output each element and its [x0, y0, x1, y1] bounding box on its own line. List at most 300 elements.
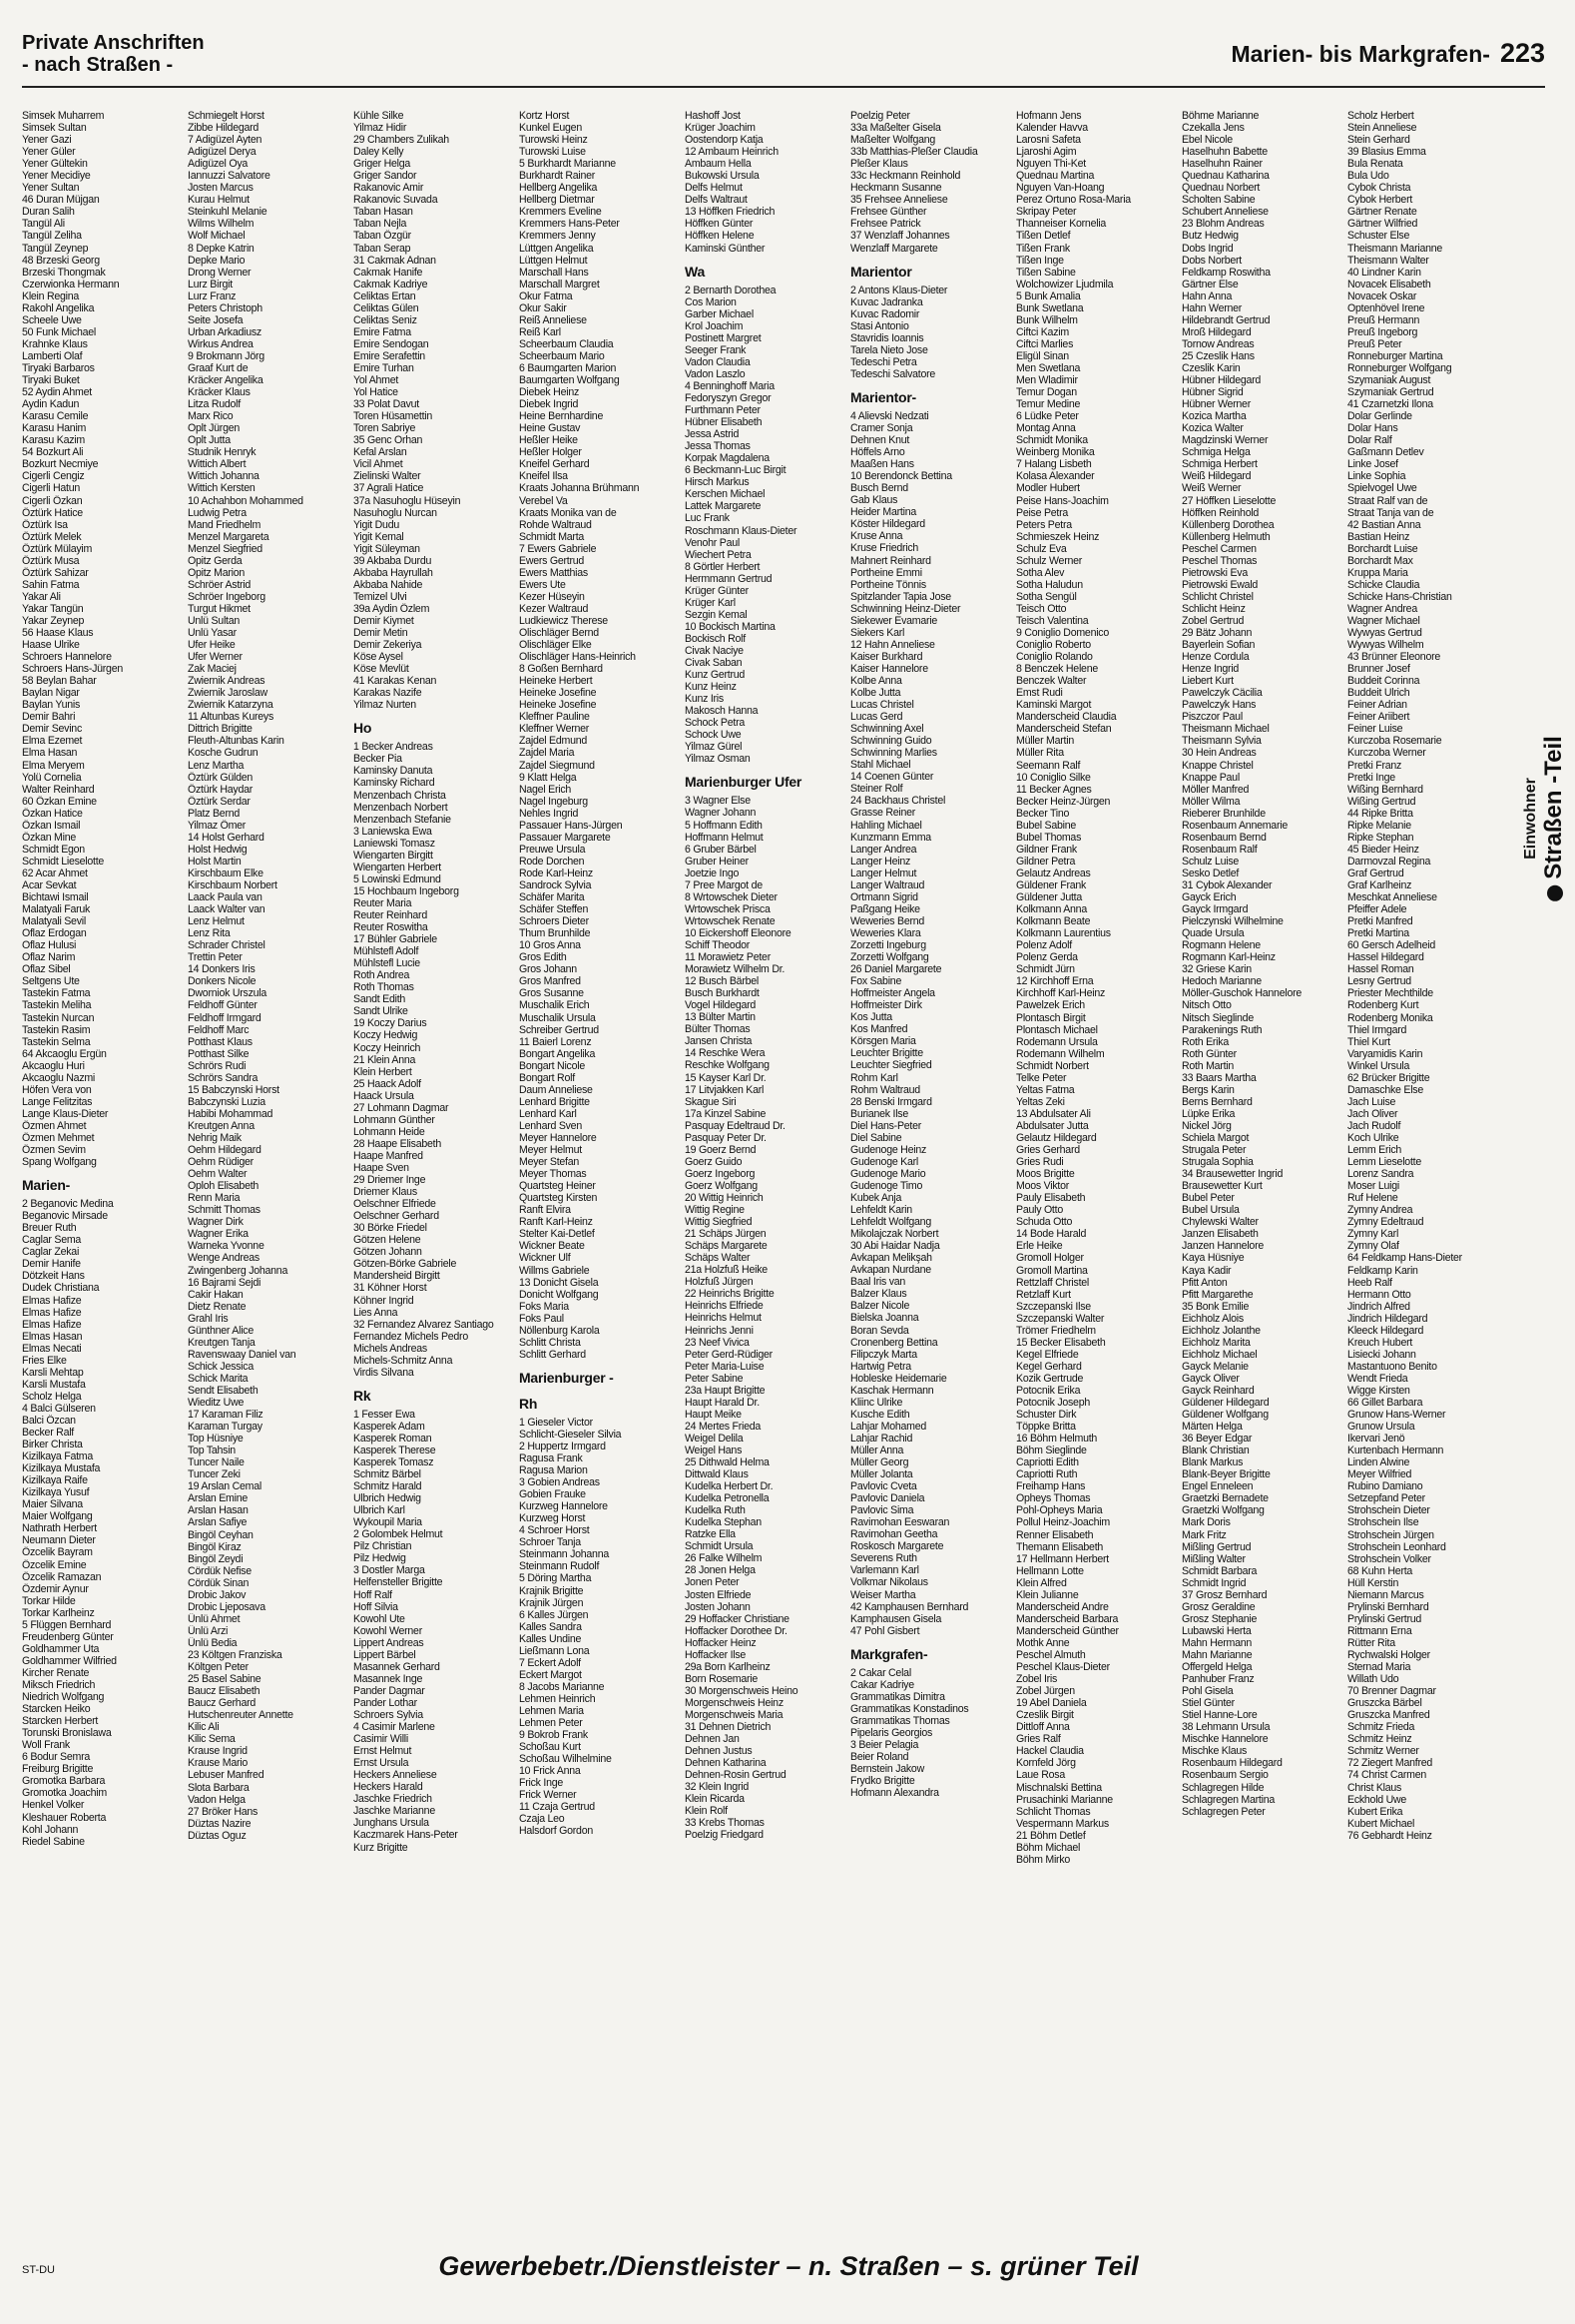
- resident-entry: Peschel Thomas: [1182, 554, 1258, 567]
- directory-columns: [22, 110, 1509, 2206]
- resident-entry: Feldhoff Marc: [188, 1023, 250, 1036]
- resident-entry: 17 Hellmann Herbert: [1016, 1552, 1109, 1565]
- resident-entry: Peters Christoph: [188, 301, 262, 314]
- resident-entry: Rohm Karl: [850, 1071, 898, 1084]
- resident-entry: Cybok Christa: [1347, 182, 1411, 195]
- resident-entry: Pretki Inge: [1347, 771, 1395, 784]
- resident-entry: Lucas Christel: [850, 699, 914, 712]
- resident-entry: Hoffacker Dorothee Dr.: [685, 1624, 788, 1637]
- resident-entry: Becker Heinz-Jürgen: [1016, 795, 1111, 808]
- resident-entry: Toren Sabriye: [353, 422, 416, 435]
- resident-entry: Wieditz Uwe: [188, 1397, 245, 1410]
- resident-entry: Kozica Walter: [1182, 422, 1244, 435]
- resident-entry: Gildner Frank: [1016, 843, 1077, 856]
- directory-column: [685, 110, 846, 2206]
- resident-entry: Krause Mario: [188, 1757, 248, 1770]
- resident-entry: Gayck Erich: [1182, 891, 1237, 904]
- resident-entry: Kasperek Adam: [353, 1420, 425, 1433]
- resident-entry: Heine Bernhardine: [519, 410, 604, 423]
- resident-entry: Thanneiser Kornelia: [1016, 218, 1107, 231]
- resident-entry: Czekalla Jens: [1182, 122, 1245, 135]
- resident-entry: Pohl Gisela: [1182, 1685, 1234, 1698]
- section-title-line2: - nach Straßen -: [22, 54, 174, 76]
- resident-entry: Schlagregen Hilde: [1182, 1781, 1265, 1794]
- resident-entry: Opitz Gerda: [188, 554, 243, 567]
- resident-entry: 11 Baierl Lorenz: [519, 1035, 592, 1048]
- resident-entry: Buddeit Corinna: [1347, 675, 1420, 688]
- resident-entry: Demir Bahri: [22, 711, 76, 724]
- resident-entry: Karakas Nazife: [353, 687, 422, 700]
- resident-entry: Nehles Ingrid: [519, 807, 579, 820]
- resident-entry: 21a Holzfuß Heike: [685, 1264, 768, 1277]
- resident-entry: Frick Werner: [519, 1789, 577, 1802]
- resident-entry: Kremmers Hans-Peter: [519, 218, 620, 231]
- resident-entry: Siekers Karl: [850, 626, 905, 639]
- resident-entry: Gries Rudi: [1016, 1156, 1064, 1169]
- resident-entry: Szczepanski Walter: [1016, 1312, 1105, 1325]
- resident-entry: 36 Beyer Edgar: [1182, 1433, 1253, 1446]
- resident-entry: Tedeschi Petra: [850, 355, 917, 368]
- resident-entry: Magdzinski Werner: [1182, 434, 1269, 447]
- resident-entry: Schmitz Bärbel: [353, 1468, 421, 1481]
- resident-entry: Möller Wilma: [1182, 795, 1241, 808]
- resident-entry: 62 Brücker Brigitte: [1347, 1071, 1430, 1084]
- resident-entry: 34 Brausewetter Ingrid: [1182, 1168, 1284, 1181]
- resident-entry: 2 Huppertz Irmgard: [519, 1440, 606, 1452]
- resident-entry: Kneifel Ilsa: [519, 470, 568, 483]
- resident-entry: 10 Gros Anna: [519, 939, 581, 952]
- resident-entry: 2 Cakar Celal: [850, 1666, 911, 1679]
- resident-entry: Elma Ezemet: [22, 735, 83, 748]
- resident-entry: Becker Ralf: [22, 1427, 75, 1440]
- resident-entry: Gries Ralf: [1016, 1733, 1061, 1746]
- resident-entry: Boran Sevda: [850, 1324, 909, 1337]
- resident-entry: Czeslik Karin: [1182, 361, 1241, 374]
- resident-entry: 21 Klein Anna: [353, 1053, 416, 1066]
- resident-entry: Skripay Peter: [1016, 206, 1077, 219]
- resident-entry: Venohr Paul: [685, 536, 740, 549]
- resident-entry: Ludwig Petra: [188, 506, 247, 519]
- resident-entry: Quartsteg Heiner: [519, 1180, 596, 1193]
- resident-entry: 58 Beylan Bahar: [22, 675, 97, 688]
- resident-entry: Schroers Sylvia: [353, 1709, 423, 1721]
- resident-entry: 52 Aydin Ahmet: [22, 386, 92, 399]
- resident-entry: Grammatikas Thomas: [850, 1714, 950, 1727]
- resident-entry: Buddeit Ulrich: [1347, 687, 1410, 700]
- resident-entry: Roth Günter: [1182, 1047, 1237, 1060]
- resident-entry: Gab Klaus: [850, 494, 898, 507]
- resident-entry: 1 Fesser Ewa: [353, 1408, 415, 1421]
- resident-entry: Rosenbaum Bernd: [1182, 831, 1267, 844]
- resident-entry: 6 Kalles Jürgen: [519, 1608, 589, 1621]
- resident-entry: Peschel Carmen: [1182, 542, 1257, 555]
- resident-entry: Delfs Waltraut: [685, 194, 748, 207]
- resident-entry: 8 Wrtowschek Dieter: [685, 890, 778, 903]
- resident-entry: Lubawski Herta: [1182, 1624, 1252, 1637]
- section-side-tab: [1519, 669, 1571, 968]
- resident-entry: Rohm Waltraud: [850, 1083, 920, 1096]
- resident-entry: Tuncer Naile: [188, 1456, 245, 1469]
- resident-entry: Lorenz Sandra: [1347, 1168, 1414, 1181]
- resident-entry: Fleuth-Altunbas Karin: [188, 735, 284, 748]
- resident-entry: Schröer Ingeborg: [188, 590, 265, 603]
- resident-entry: Gruszcka Bärbel: [1347, 1697, 1422, 1710]
- resident-entry: Wiengarten Birgitt: [353, 849, 433, 862]
- resident-entry: 32 Fernandez Alvarez Santiago: [353, 1318, 494, 1331]
- resident-entry: Laniewski Tomasz: [353, 837, 435, 850]
- resident-entry: Roth Erika: [1182, 1035, 1229, 1048]
- resident-entry: Reuter Roswitha: [353, 921, 428, 934]
- resident-entry: 12 Hahn Anneliese: [850, 638, 935, 651]
- resident-entry: Oostendorp Katja: [685, 134, 764, 147]
- resident-entry: Poelzig Peter: [850, 110, 910, 122]
- resident-entry: 25 Haack Adolf: [353, 1077, 421, 1090]
- resident-entry: Lemm Lieselotte: [1347, 1156, 1421, 1169]
- resident-entry: Kräcker Klaus: [188, 386, 251, 399]
- resident-entry: Starcken Heiko: [22, 1703, 91, 1716]
- resident-entry: Spielvogel Uwe: [1347, 482, 1417, 495]
- resident-entry: Kraats Monika van de: [519, 506, 617, 519]
- resident-entry: Gelautz Hildegard: [1016, 1131, 1097, 1144]
- resident-entry: Goerz Wolfgang: [685, 1179, 758, 1192]
- resident-entry: 5 Döring Martha: [519, 1572, 592, 1585]
- resident-entry: Özcelik Bayram: [22, 1546, 93, 1559]
- resident-entry: Diel Hans-Peter: [850, 1119, 922, 1132]
- resident-entry: Straat Ralf van de: [1347, 494, 1428, 507]
- resident-entry: Gayck Reinhard: [1182, 1384, 1255, 1397]
- resident-entry: Kamphausen Gisela: [850, 1612, 942, 1625]
- resident-entry: Ünlü Arzi: [188, 1624, 229, 1637]
- resident-entry: Wolf Michael: [188, 230, 246, 243]
- resident-entry: Panhuber Franz: [1182, 1673, 1255, 1686]
- resident-entry: 30 Abi Haidar Nadja: [850, 1240, 940, 1253]
- resident-entry: Blank-Beyer Brigitte: [1182, 1468, 1271, 1481]
- resident-entry: Zobel Gertrud: [1182, 614, 1245, 627]
- resident-entry: Lesny Gertrud: [1347, 975, 1411, 988]
- resident-entry: 6 Bodur Semra: [22, 1751, 90, 1764]
- resident-entry: Schmidt Norbert: [1016, 1059, 1089, 1072]
- resident-entry: Pietrowski Eva: [1182, 566, 1248, 579]
- resident-entry: Studnik Henryk: [188, 446, 257, 459]
- resident-entry: 24 Backhaus Christel: [850, 795, 946, 808]
- resident-entry: Habibi Mohammad: [188, 1107, 273, 1120]
- resident-entry: Lüttgen Helmut: [519, 254, 588, 267]
- resident-entry: Kalender Havva: [1016, 122, 1088, 135]
- resident-entry: Feiner Luise: [1347, 723, 1403, 736]
- resident-entry: 14 Holst Gerhard: [188, 831, 264, 844]
- resident-entry: Berns Bernhard: [1182, 1095, 1253, 1108]
- resident-entry: Gudenoge Timo: [850, 1179, 923, 1192]
- resident-entry: Ewers Matthias: [519, 566, 588, 579]
- resident-entry: Zwingenberg Johanna: [188, 1264, 288, 1277]
- resident-entry: 33a Maßelter Gisela: [850, 122, 941, 135]
- resident-entry: Ciftci Kazim: [1016, 325, 1069, 338]
- resident-entry: Yigit Süleyman: [353, 542, 420, 555]
- resident-entry: Graaf Kurt de: [188, 361, 249, 374]
- resident-entry: Ravimohan Geetha: [850, 1528, 938, 1541]
- resident-entry: Schäfer Steffen: [519, 903, 589, 916]
- resident-entry: Quednau Martina: [1016, 170, 1095, 183]
- resident-entry: Költgen Peter: [188, 1661, 249, 1674]
- resident-entry: Peter Sabine: [685, 1372, 744, 1385]
- resident-entry: Potthast Klaus: [188, 1035, 253, 1048]
- resident-entry: Gayck Melanie: [1182, 1360, 1249, 1373]
- resident-entry: Schwinning Marlies: [850, 747, 937, 760]
- resident-entry: Muschalik Erich: [519, 999, 590, 1012]
- resident-entry: Klein Julianne: [1016, 1588, 1079, 1601]
- resident-entry: Bubel Sabine: [1016, 819, 1077, 832]
- resident-entry: Frick Inge: [519, 1777, 564, 1790]
- resident-entry: Lenz Rita: [188, 927, 231, 940]
- resident-entry: Pander Lothar: [353, 1696, 417, 1709]
- resident-entry: Czeslik Birgit: [1016, 1709, 1074, 1722]
- resident-entry: 35 Frehsee Anneliese: [850, 194, 948, 207]
- resident-entry: 9 Brokmann Jörg: [188, 349, 264, 362]
- resident-entry: Öztürk Sahizar: [22, 566, 89, 579]
- resident-entry: Henze Ingrid: [1182, 663, 1240, 676]
- section-title-line1: Private Anschriften: [22, 32, 205, 54]
- resident-entry: Niemann Marcus: [1347, 1588, 1424, 1601]
- resident-entry: Haack Ursula: [353, 1089, 414, 1102]
- resident-entry: Schulz Werner: [1016, 554, 1083, 567]
- resident-entry: Baylan Nigar: [22, 687, 80, 700]
- resident-entry: Peter Gerd-Rüdiger: [685, 1348, 773, 1361]
- resident-entry: Karsli Mustafa: [22, 1378, 86, 1391]
- resident-entry: Torunski Bronislawa: [22, 1727, 112, 1740]
- resident-entry: Karsli Mehtap: [22, 1366, 84, 1379]
- resident-entry: Kegel Elfriede: [1016, 1348, 1079, 1361]
- resident-entry: Oflaz Hulusi: [22, 939, 77, 952]
- resident-entry: Hofmann Alexandra: [850, 1787, 939, 1800]
- resident-entry: Kliinc Ulrike: [850, 1396, 903, 1409]
- resident-entry: Neumann Dieter: [22, 1534, 96, 1547]
- resident-entry: Diel Sabine: [850, 1131, 902, 1144]
- resident-entry: Blank Christian: [1182, 1445, 1250, 1457]
- resident-entry: 10 Eickershoff Eleonore: [685, 926, 791, 939]
- resident-entry: 17 Karaman Filiz: [188, 1409, 263, 1422]
- resident-entry: Jach Oliver: [1347, 1107, 1398, 1120]
- resident-entry: 39 Akbaba Durdu: [353, 554, 432, 567]
- resident-entry: Gärtner Wilfried: [1347, 218, 1418, 231]
- resident-entry: Ikervari Jenö: [1347, 1433, 1405, 1446]
- resident-entry: Malatyali Faruk: [22, 903, 91, 916]
- resident-entry: Mark Doris: [1182, 1516, 1231, 1529]
- resident-entry: Yilmaz Nurten: [353, 699, 416, 712]
- resident-entry: 40 Lindner Karin: [1347, 266, 1421, 279]
- resident-entry: 12 Kirchhoff Erna: [1016, 975, 1094, 988]
- resident-entry: Bielska Joanna: [850, 1312, 919, 1325]
- resident-entry: Märten Helga: [1182, 1421, 1243, 1434]
- resident-entry: Böhm Michael: [1016, 1841, 1081, 1854]
- resident-entry: Ratzke Ella: [685, 1528, 736, 1541]
- resident-entry: Capriotti Edith: [1016, 1456, 1079, 1469]
- resident-entry: Dobs Ingrid: [1182, 242, 1234, 255]
- resident-entry: Kezer Waltraud: [519, 602, 589, 615]
- resident-entry: Schwinning Axel: [850, 723, 924, 736]
- resident-entry: Müller Anna: [850, 1444, 904, 1456]
- resident-entry: 17a Kinzel Sabine: [685, 1107, 767, 1120]
- resident-entry: Schmiga Herbert: [1182, 458, 1258, 471]
- resident-entry: Stein Anneliese: [1347, 122, 1417, 135]
- resident-entry: Becker Tino: [1016, 807, 1070, 820]
- resident-entry: Prylinski Gertrud: [1347, 1612, 1422, 1625]
- resident-entry: Frydko Brigitte: [850, 1775, 915, 1788]
- resident-entry: Wirkus Andrea: [188, 337, 254, 350]
- resident-entry: Gudenoge Karl: [850, 1155, 919, 1168]
- resident-entry: Cördük Sinan: [188, 1576, 250, 1589]
- resident-entry: Heider Martina: [850, 506, 916, 519]
- resident-entry: Theismann Michael: [1182, 723, 1270, 736]
- resident-entry: Müller Jolanta: [850, 1468, 913, 1481]
- resident-entry: Morgenschweis Heinz: [685, 1696, 784, 1709]
- resident-entry: Holst Hedwig: [188, 843, 248, 856]
- resident-entry: Tißen Detlef: [1016, 230, 1071, 243]
- resident-entry: Quade Ursula: [1182, 927, 1245, 940]
- resident-entry: Kurzweg Hannelore: [519, 1500, 608, 1513]
- resident-entry: Kirchhoff Karl-Heinz: [1016, 987, 1106, 1000]
- resident-entry: Turowski Luise: [519, 146, 586, 159]
- resident-entry: Strugala Peter: [1182, 1144, 1247, 1157]
- resident-entry: Heckers Anneliese: [353, 1769, 437, 1782]
- resident-entry: Kreutgen Anna: [188, 1119, 255, 1132]
- resident-entry: Hartwig Petra: [850, 1360, 911, 1373]
- resident-entry: Zymny Olaf: [1347, 1240, 1399, 1253]
- resident-entry: Ewers Gertrud: [519, 554, 585, 567]
- resident-entry: 6 Beckmann-Luc Birgit: [685, 464, 787, 477]
- resident-entry: Schmidt Monika: [1016, 434, 1088, 447]
- resident-entry: Vadon Laszlo: [685, 367, 746, 380]
- directory-column: [519, 110, 681, 2206]
- resident-entry: Vespermann Markus: [1016, 1817, 1109, 1830]
- resident-entry: Yigit Kemal: [353, 530, 404, 543]
- resident-entry: Hedoch Marianne: [1182, 975, 1262, 988]
- resident-entry: Kunkel Eugen: [519, 122, 582, 135]
- resident-entry: Kasperek Tomasz: [353, 1456, 434, 1469]
- resident-entry: Ragusa Marion: [519, 1464, 588, 1477]
- resident-entry: Stiel Hanne-Lore: [1182, 1709, 1258, 1722]
- resident-entry: Maier Silvana: [22, 1498, 83, 1511]
- resident-entry: Cigerli Hatun: [22, 482, 80, 495]
- resident-entry: Strohschein Jürgen: [1347, 1528, 1434, 1541]
- resident-entry: Torkar Karlheinz: [22, 1606, 95, 1619]
- resident-entry: Kremmers Jenny: [519, 230, 596, 243]
- resident-entry: Schröer Astrid: [188, 578, 252, 591]
- resident-entry: Yol Hatice: [353, 386, 398, 399]
- resident-entry: Korpak Magdalena: [685, 452, 770, 465]
- resident-entry: Kirschbaum Norbert: [188, 879, 277, 891]
- resident-entry: Rakanovic Amir: [353, 182, 424, 195]
- resident-entry: Bukowski Ursula: [685, 170, 760, 183]
- resident-entry: Celiktas Ertan: [353, 290, 416, 302]
- resident-entry: Malatyali Sevil: [22, 915, 86, 928]
- resident-entry: Schlagregen Martina: [1182, 1793, 1276, 1806]
- resident-entry: Yol Ahmet: [353, 374, 399, 387]
- resident-entry: Sotha Alev: [1016, 566, 1065, 579]
- resident-entry: Scheerbaum Mario: [519, 349, 605, 362]
- resident-entry: Müller Georg: [850, 1456, 909, 1469]
- resident-entry: Özmen Mehmet: [22, 1131, 95, 1144]
- resident-entry: Brausewetter Kurt: [1182, 1180, 1263, 1193]
- resident-entry: Mißling Walter: [1182, 1552, 1246, 1565]
- resident-entry: Filipczyk Marta: [850, 1348, 917, 1361]
- resident-entry: 35 Bonk Emilie: [1182, 1300, 1250, 1313]
- resident-entry: Pollul Heinz-Joachim: [1016, 1516, 1110, 1529]
- resident-entry: Olischläger Elke: [519, 639, 592, 652]
- resident-entry: Yigit Dudu: [353, 518, 399, 531]
- resident-entry: Telke Peter: [1016, 1071, 1067, 1084]
- resident-entry: 5 Bunk Amalia: [1016, 290, 1081, 302]
- resident-entry: Spitzlander Tapia Jose: [850, 590, 951, 603]
- resident-entry: Optenhövel Irene: [1347, 301, 1425, 314]
- resident-entry: Unlü Yasar: [188, 627, 237, 640]
- resident-entry: 17 Bühler Gabriele: [353, 933, 437, 946]
- resident-entry: 33 Baars Martha: [1182, 1071, 1257, 1084]
- resident-entry: 6 Baumgarten Marion: [519, 361, 617, 374]
- resident-entry: Kraats Johanna Brühmann: [519, 482, 640, 495]
- resident-entry: Plontasch Birgit: [1016, 1011, 1086, 1024]
- resident-entry: Demir Kiymet: [353, 614, 414, 627]
- resident-entry: Dehnen Katharina: [685, 1757, 767, 1770]
- resident-entry: Platz Bernd: [188, 807, 241, 820]
- resident-entry: Zajdel Maria: [519, 747, 575, 760]
- resident-entry: Manderscheid Andre: [1016, 1600, 1109, 1613]
- resident-entry: Morawietz Wilhelm Dr.: [685, 963, 786, 976]
- resident-entry: 5 Hoffmann Edith: [685, 819, 763, 832]
- resident-entry: Ewers Ute: [519, 578, 566, 591]
- resident-entry: Turowski Heinz: [519, 134, 588, 147]
- resident-entry: Olischläger Bernd: [519, 627, 599, 640]
- resident-entry: Töppke Britta: [1016, 1421, 1076, 1434]
- resident-entry: Liebert Kurt: [1182, 675, 1234, 688]
- resident-entry: Kreuch Hubert: [1347, 1336, 1413, 1349]
- resident-entry: Passauer Margarete: [519, 831, 611, 844]
- resident-entry: Schuster Dirk: [1016, 1409, 1077, 1422]
- resident-entry: Tißen Frank: [1016, 242, 1070, 255]
- resident-entry: Grasse Reiner: [850, 807, 916, 820]
- resident-entry: 14 Reschke Wera: [685, 1047, 766, 1060]
- resident-entry: Cakmak Kadriye: [353, 278, 428, 290]
- resident-entry: Plontasch Michael: [1016, 1023, 1098, 1036]
- resident-entry: Paßgang Heike: [850, 902, 920, 915]
- resident-entry: Tastekin Nurcan: [22, 1011, 95, 1024]
- resident-entry: Dworniok Urszula: [188, 987, 267, 1000]
- resident-entry: Scheerbaum Claudia: [519, 337, 614, 350]
- resident-entry: Jansen Christa: [685, 1035, 753, 1048]
- resident-entry: 60 Özkan Emine: [22, 795, 97, 808]
- resident-entry: 19 Koczy Darius: [353, 1017, 427, 1030]
- resident-entry: Schroers Hans-Jürgen: [22, 663, 123, 676]
- resident-entry: Emire Turhan: [353, 361, 414, 374]
- resident-entry: 60 Gersch Adelheid: [1347, 939, 1435, 952]
- resident-entry: Koch Ulrike: [1347, 1131, 1399, 1144]
- resident-entry: Höffken Helene: [685, 230, 755, 243]
- resident-entry: Weinberg Monika: [1016, 446, 1095, 459]
- resident-entry: Rütter Rita: [1347, 1636, 1395, 1649]
- resident-entry: Roth Andrea: [353, 969, 410, 982]
- resident-entry: Leuchter Brigitte: [850, 1047, 923, 1060]
- resident-entry: Kornfeld Jörg: [1016, 1757, 1076, 1770]
- resident-entry: Kosche Gudrun: [188, 747, 259, 760]
- resident-entry: Okur Sakir: [519, 301, 567, 314]
- resident-entry: Pipelaris Georgios: [850, 1726, 933, 1739]
- resident-entry: Civak Saban: [685, 657, 743, 670]
- resident-entry: Wrtowschek Renate: [685, 914, 776, 927]
- resident-entry: Litza Rudolf: [188, 398, 241, 411]
- resident-entry: Thiel Kurt: [1347, 1035, 1390, 1048]
- resident-entry: Muschalik Ursula: [519, 1011, 596, 1024]
- directory-column: [353, 110, 515, 2206]
- resident-entry: Sezgin Kemal: [685, 608, 748, 621]
